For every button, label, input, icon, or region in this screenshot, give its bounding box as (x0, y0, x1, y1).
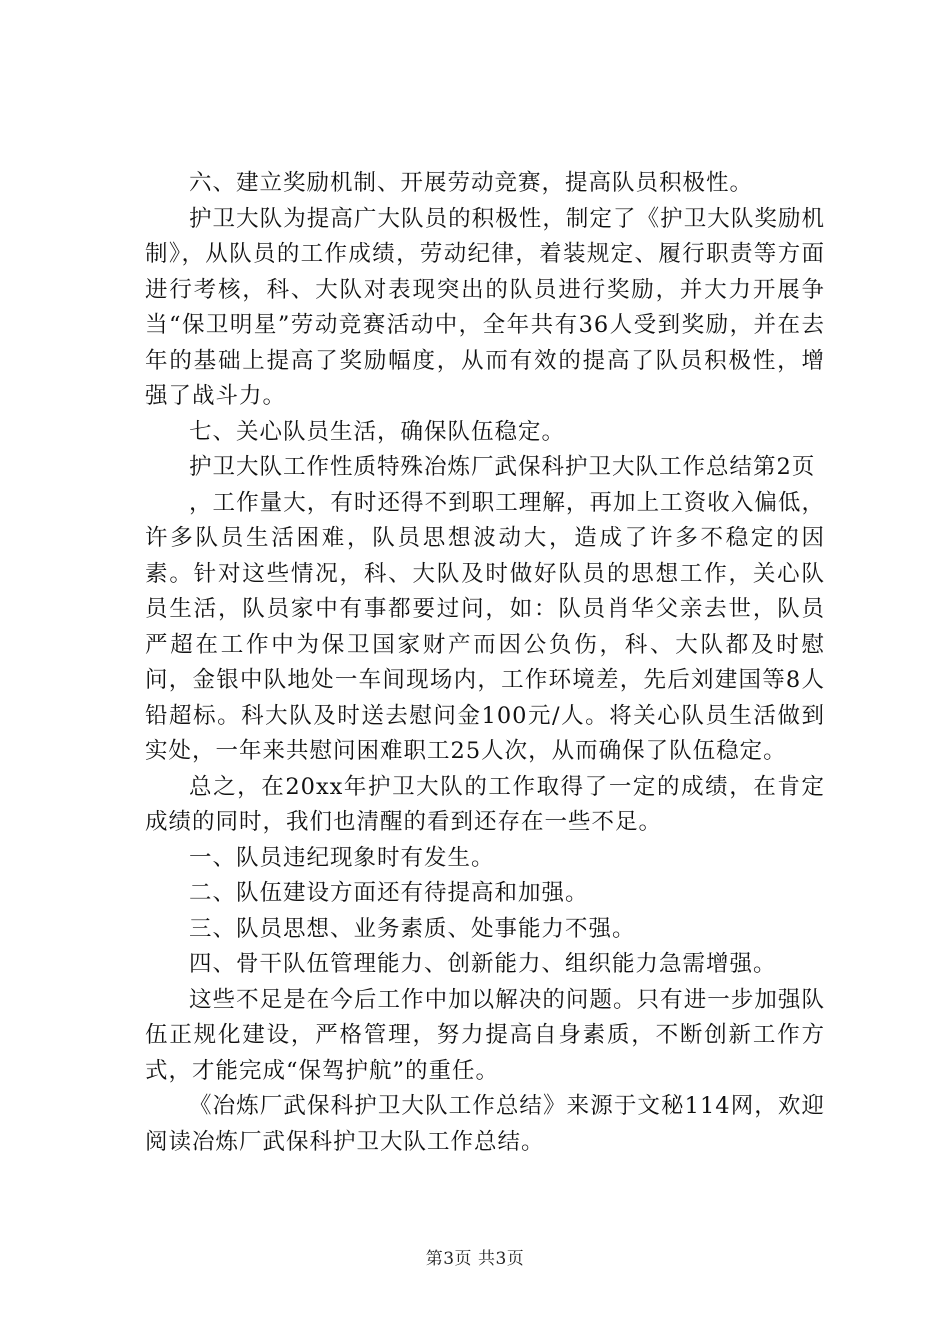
paragraph-shortcoming-two: 二、队伍建设方面还有待提高和加强。 (189, 880, 589, 906)
paragraph-shortcoming-three: 三、队员思想、业务素质、处事能力不强。 (189, 915, 636, 942)
paragraph-shortcoming-four: 四、骨干队伍管理能力、创新能力、组织能力急需增强。 (189, 951, 777, 977)
paragraph-heading-seven: 七、关心队员生活，确保队伍稳定。 (189, 418, 566, 445)
document-body (145, 166, 825, 1160)
page-number-footer: 第3页 共3页 (425, 1249, 525, 1269)
paragraph-heading-six: 六、建立奖励机制、开展劳动竞赛，提高队员积极性。 (189, 170, 754, 196)
paragraph-work-nature: 护卫大队工作性质特殊冶炼厂武保科护卫大队工作总结第2页 (189, 454, 816, 480)
paragraph-reward-mechanism: 护卫大队为提高广大队员的积极性，制定了《护卫大队奖励机制》，从队员的工作成绩，劳动纪律，着装规定、履行职责等方面进行考核，科、大队对表现突出的队员进行奖励，并大力开展争当“保卫明星”劳动竞赛活动中，全年共有36人受到奖励，并在去年的基础上提高了奖励幅度，从而有效的提高了队员积极性，增强了战斗力。 (145, 205, 825, 409)
paragraph-source-note: 《冶炼厂武保科护卫大队工作总结》来源于文秘114网，欢迎阅读冶炼厂武保科护卫大队工作总结。 (145, 1093, 825, 1155)
paragraph-shortcoming-one: 一、队员违纪现象时有发生。 (189, 844, 495, 871)
paragraph-care-for-members: ，工作量大，有时还得不到职工理解，再加上工资收入偏低，许多队员生活困难，队员思想波动大，造成了许多不稳定的因素。针对这些情况，科、大队及时做好队员的思想工作，关心队员生活，队员家中有事都要过问，如：队员肖华父亲去世，队员严超在工作中为保卫国家财产而因公负伤，科、大队都及时慰问，金银中队地处一车间现场内，工作环境差，先后刘建国等8人铅超标。科大队及时送去慰问金100元/人。将关心队员生活做到实处，一年来共慰问困难职工25人次，从而确保了队伍稳定。 (145, 489, 825, 764)
paragraph-summary: 总之，在20xx年护卫大队的工作取得了一定的成绩，在肯定成绩的同时，我们也清醒的看到还存在一些不足。 (145, 773, 825, 835)
paragraph-future-work: 这些不足是在今后工作中加以解决的问题。只有进一步加强队伍正规化建设，严格管理，努力提高自身素质，不断创新工作方式，才能完成“保驾护航”的重任。 (145, 986, 825, 1084)
